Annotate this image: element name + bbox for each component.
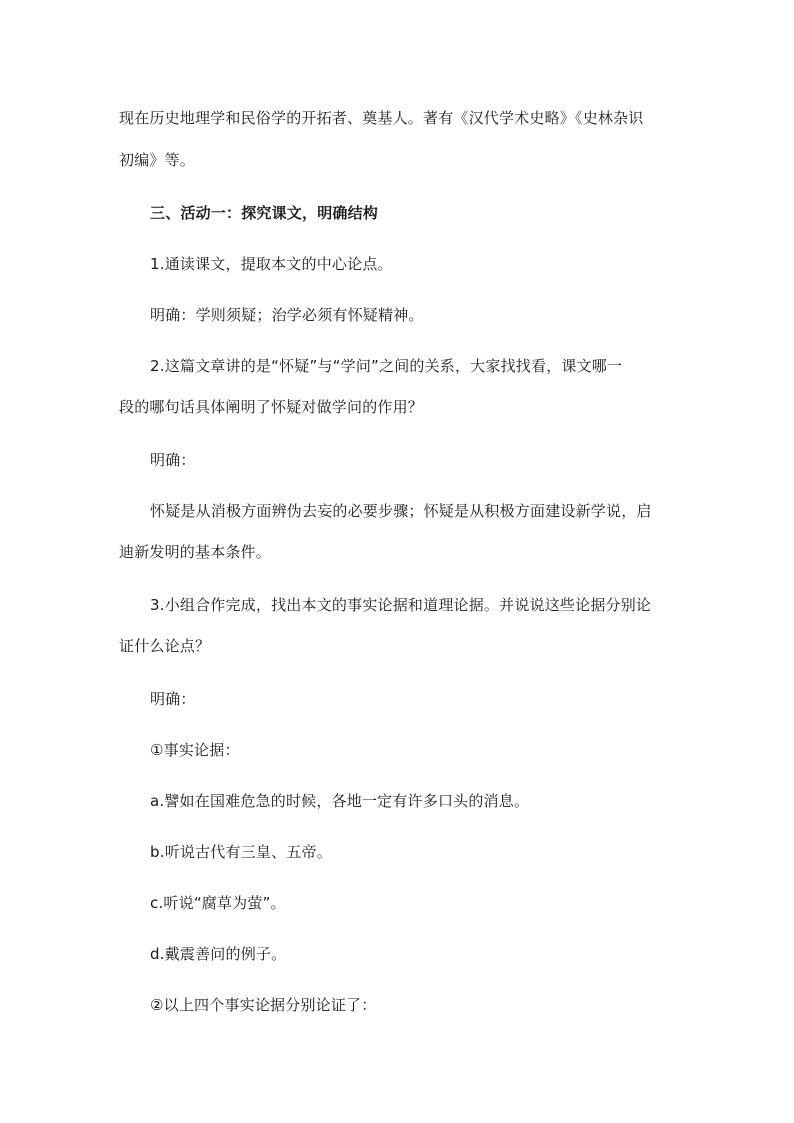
answer-2-text-continued: 迪新发明的基本条件。 bbox=[119, 543, 272, 561]
fact-evidence-summary: ②以上四个事实论据分别论证了： bbox=[150, 996, 377, 1014]
question-2-continued: 段的哪句话具体阐明了怀疑对做学问的作用？ bbox=[119, 398, 424, 416]
fact-evidence-b: b.听说古代有三皇、五帝。 bbox=[150, 843, 332, 861]
fact-evidence-heading: ①事实论据： bbox=[150, 741, 240, 759]
paragraph-line: 现在历史地理学和民俗学的开拓者、奠基人。著有《汉代学术史略》《史林杂识 bbox=[119, 109, 644, 127]
fact-evidence-d: d.戴震善问的例子。 bbox=[150, 945, 287, 963]
answer-2-text: 怀疑是从消极方面辨伪去妄的必要步骤；怀疑是从积极方面建设新学说，启 bbox=[150, 502, 652, 520]
question-1: 1.通读课文，提取本文的中心论点。 bbox=[150, 255, 393, 273]
question-3: 3.小组合作完成，找出本文的事实论据和道理论据。并说说这些论据分别论 bbox=[150, 596, 652, 614]
answer-3-label: 明确： bbox=[150, 690, 196, 708]
fact-evidence-a: a.譬如在国难危急的时候，各地一定有许多口头的消息。 bbox=[150, 792, 530, 810]
question-2: 2.这篇文章讲的是“怀疑”与“学问”之间的关系，大家找找看，课文哪一 bbox=[150, 357, 623, 375]
section-heading: 三、活动一：探究课文，明确结构 bbox=[150, 204, 379, 222]
answer-2-label: 明确： bbox=[150, 451, 196, 469]
fact-evidence-c: c.听说“腐草为萤”。 bbox=[150, 894, 286, 912]
answer-1: 明确：学则须疑；治学必须有怀疑精神。 bbox=[150, 306, 424, 324]
paragraph-line: 初编》等。 bbox=[119, 151, 196, 169]
question-3-continued: 证什么论点？ bbox=[119, 637, 211, 655]
